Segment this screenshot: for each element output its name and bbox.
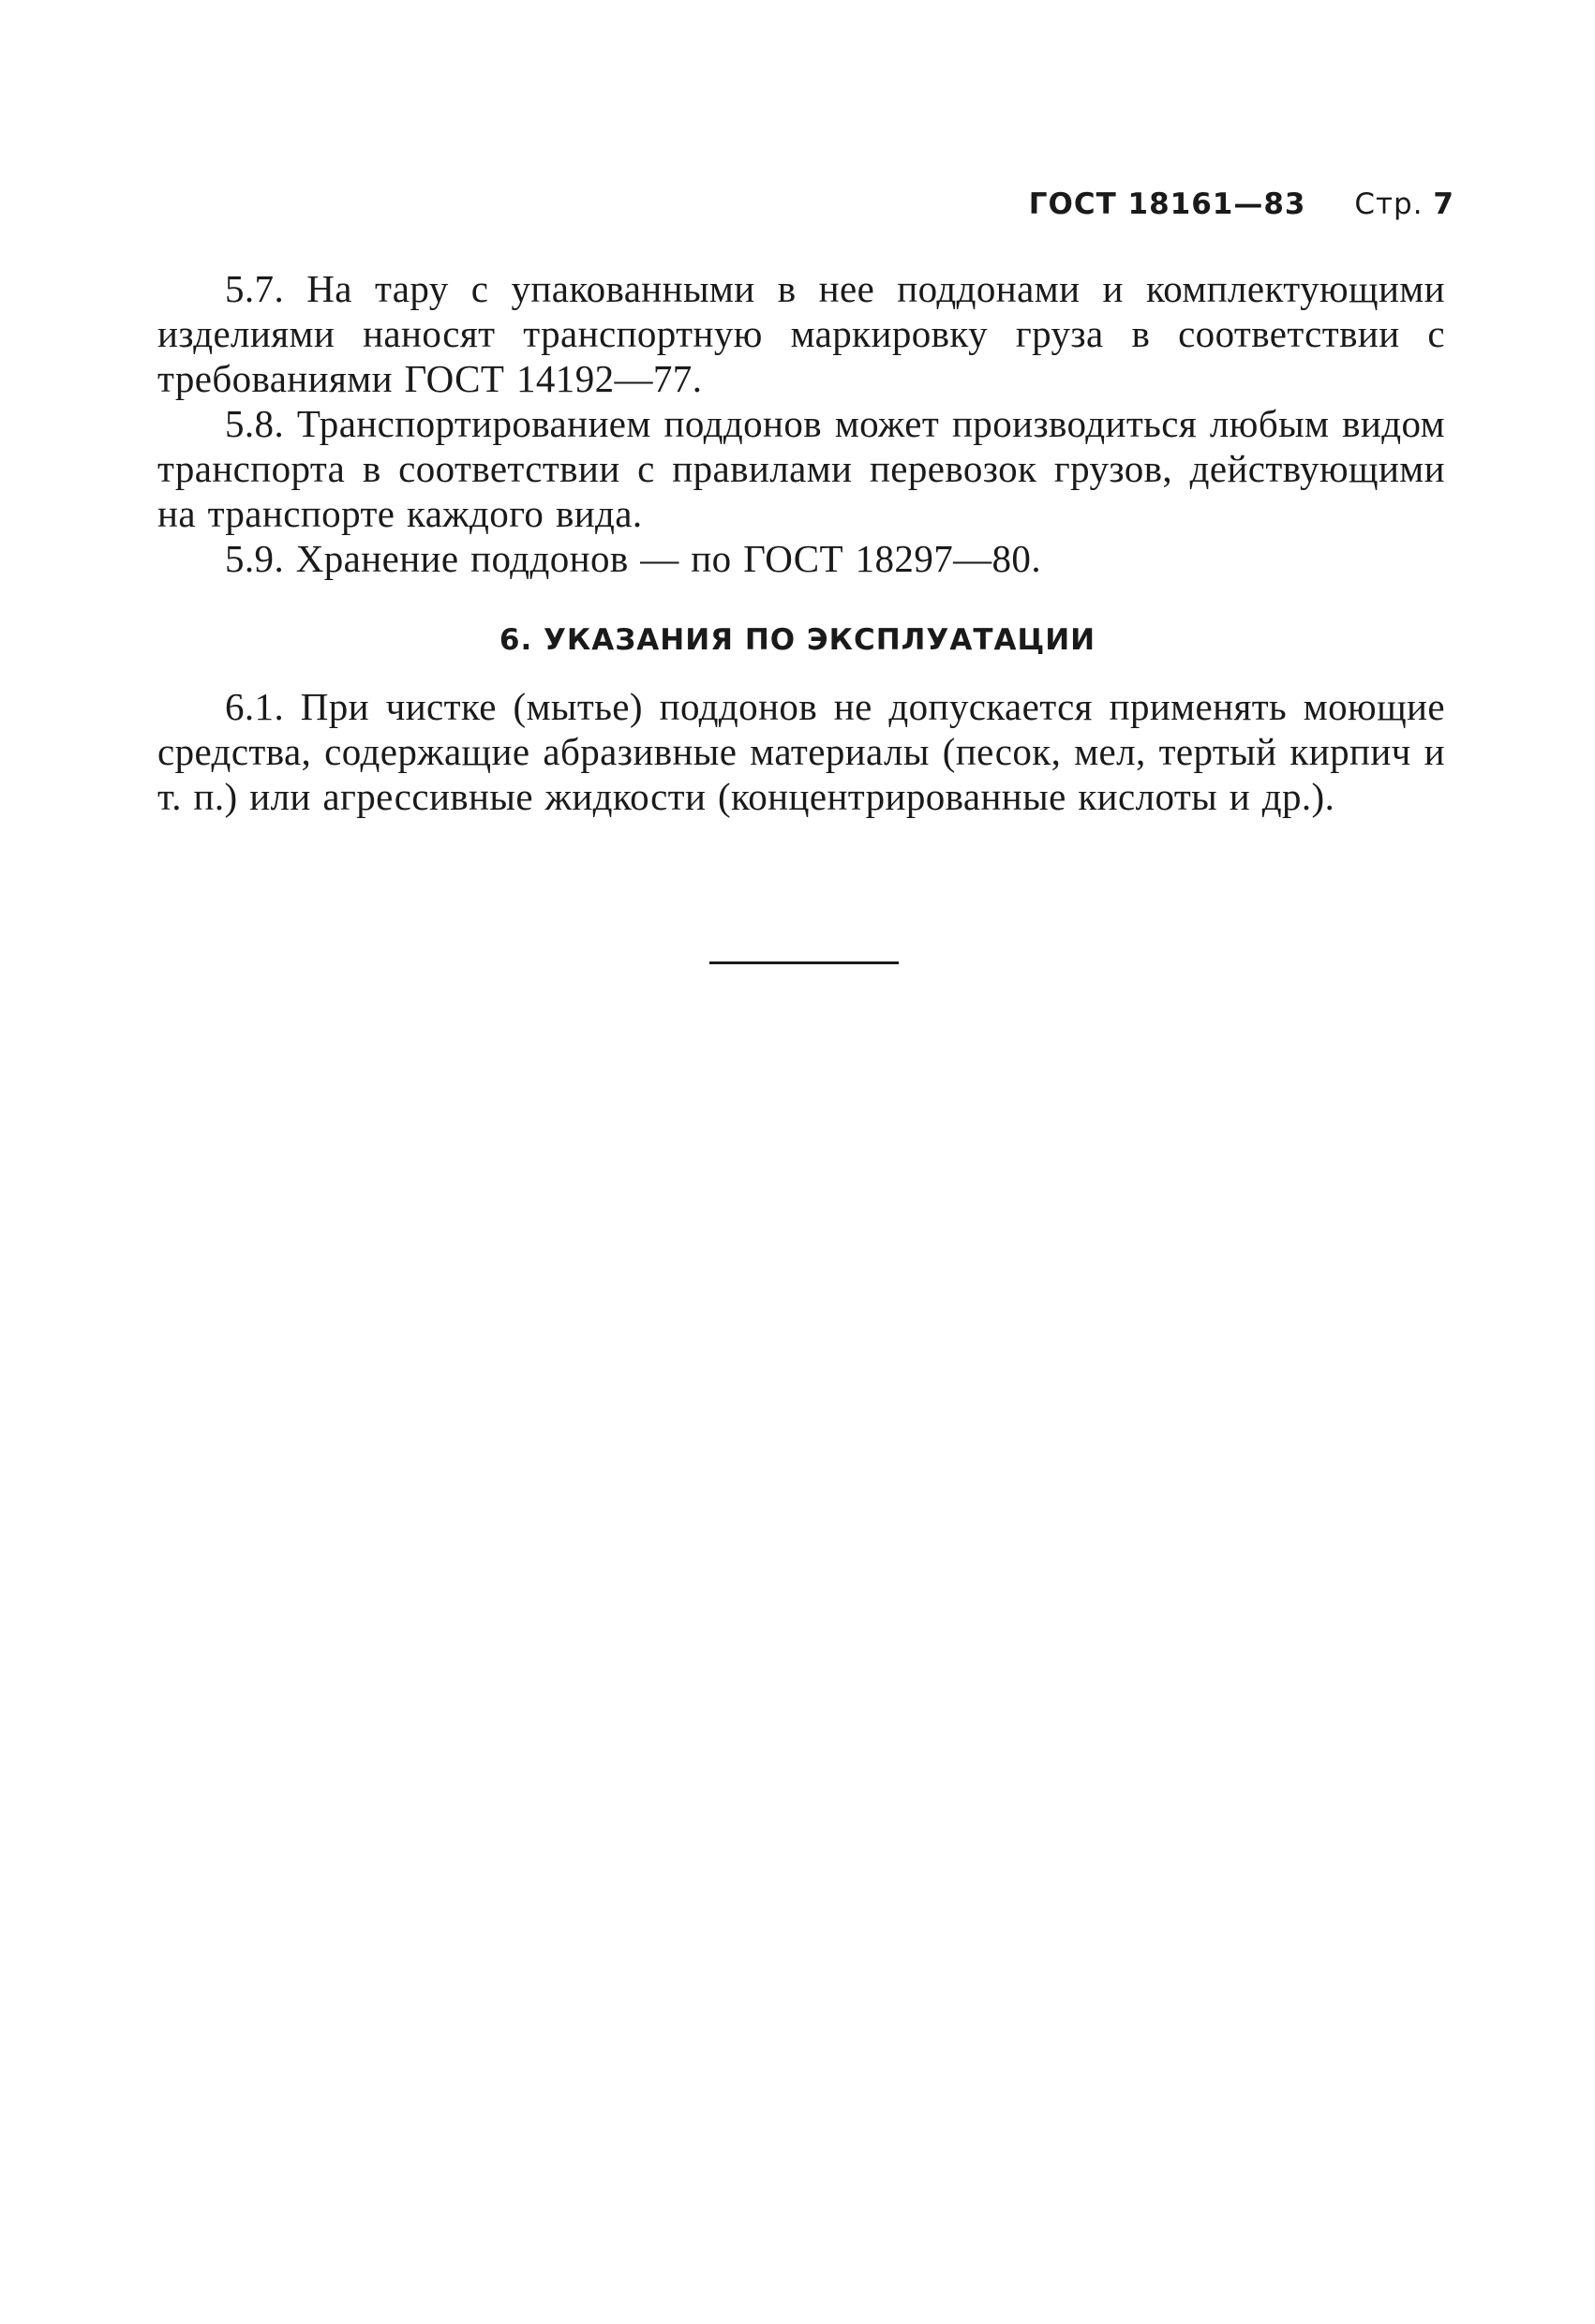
section-6-heading: 6. УКАЗАНИЯ ПО ЭКСПЛУАТАЦИИ bbox=[499, 623, 1096, 657]
standard-number: ГОСТ 18161—83 bbox=[1028, 187, 1306, 221]
section-6-body bbox=[157, 684, 1445, 819]
page-header bbox=[1029, 187, 1454, 221]
page-label: Стр. bbox=[1354, 187, 1424, 221]
page-indicator bbox=[1354, 187, 1454, 221]
page-number: 7 bbox=[1433, 187, 1454, 221]
paragraph-6-1: 6.1. При чистке (мытье) поддонов не допускается применять моющие средства, содержащие абразивные материалы (песок, мел, тертый кирпич и т. п.) или агрессивные жидкости (концентрированные кислоты и др.). bbox=[157, 685, 1445, 818]
paragraph-5-9: 5.9. Хранение поддонов — по ГОСТ 18297—80. bbox=[225, 537, 1041, 580]
section-5-body bbox=[157, 266, 1445, 581]
paragraph-5-7: 5.7. На тару с упакованными в нее поддонами и комплектующими изделиями наносят транспортную маркировку груза в соответствии с требованиями ГОСТ 14192—77. bbox=[157, 267, 1445, 400]
paragraph-5-8: 5.8. Транспортированием поддонов может производиться любым видом транспорта в соответствии с правилами перевозок грузов, действующими на транспорте каждого вида. bbox=[157, 402, 1445, 535]
end-divider bbox=[709, 961, 899, 964]
